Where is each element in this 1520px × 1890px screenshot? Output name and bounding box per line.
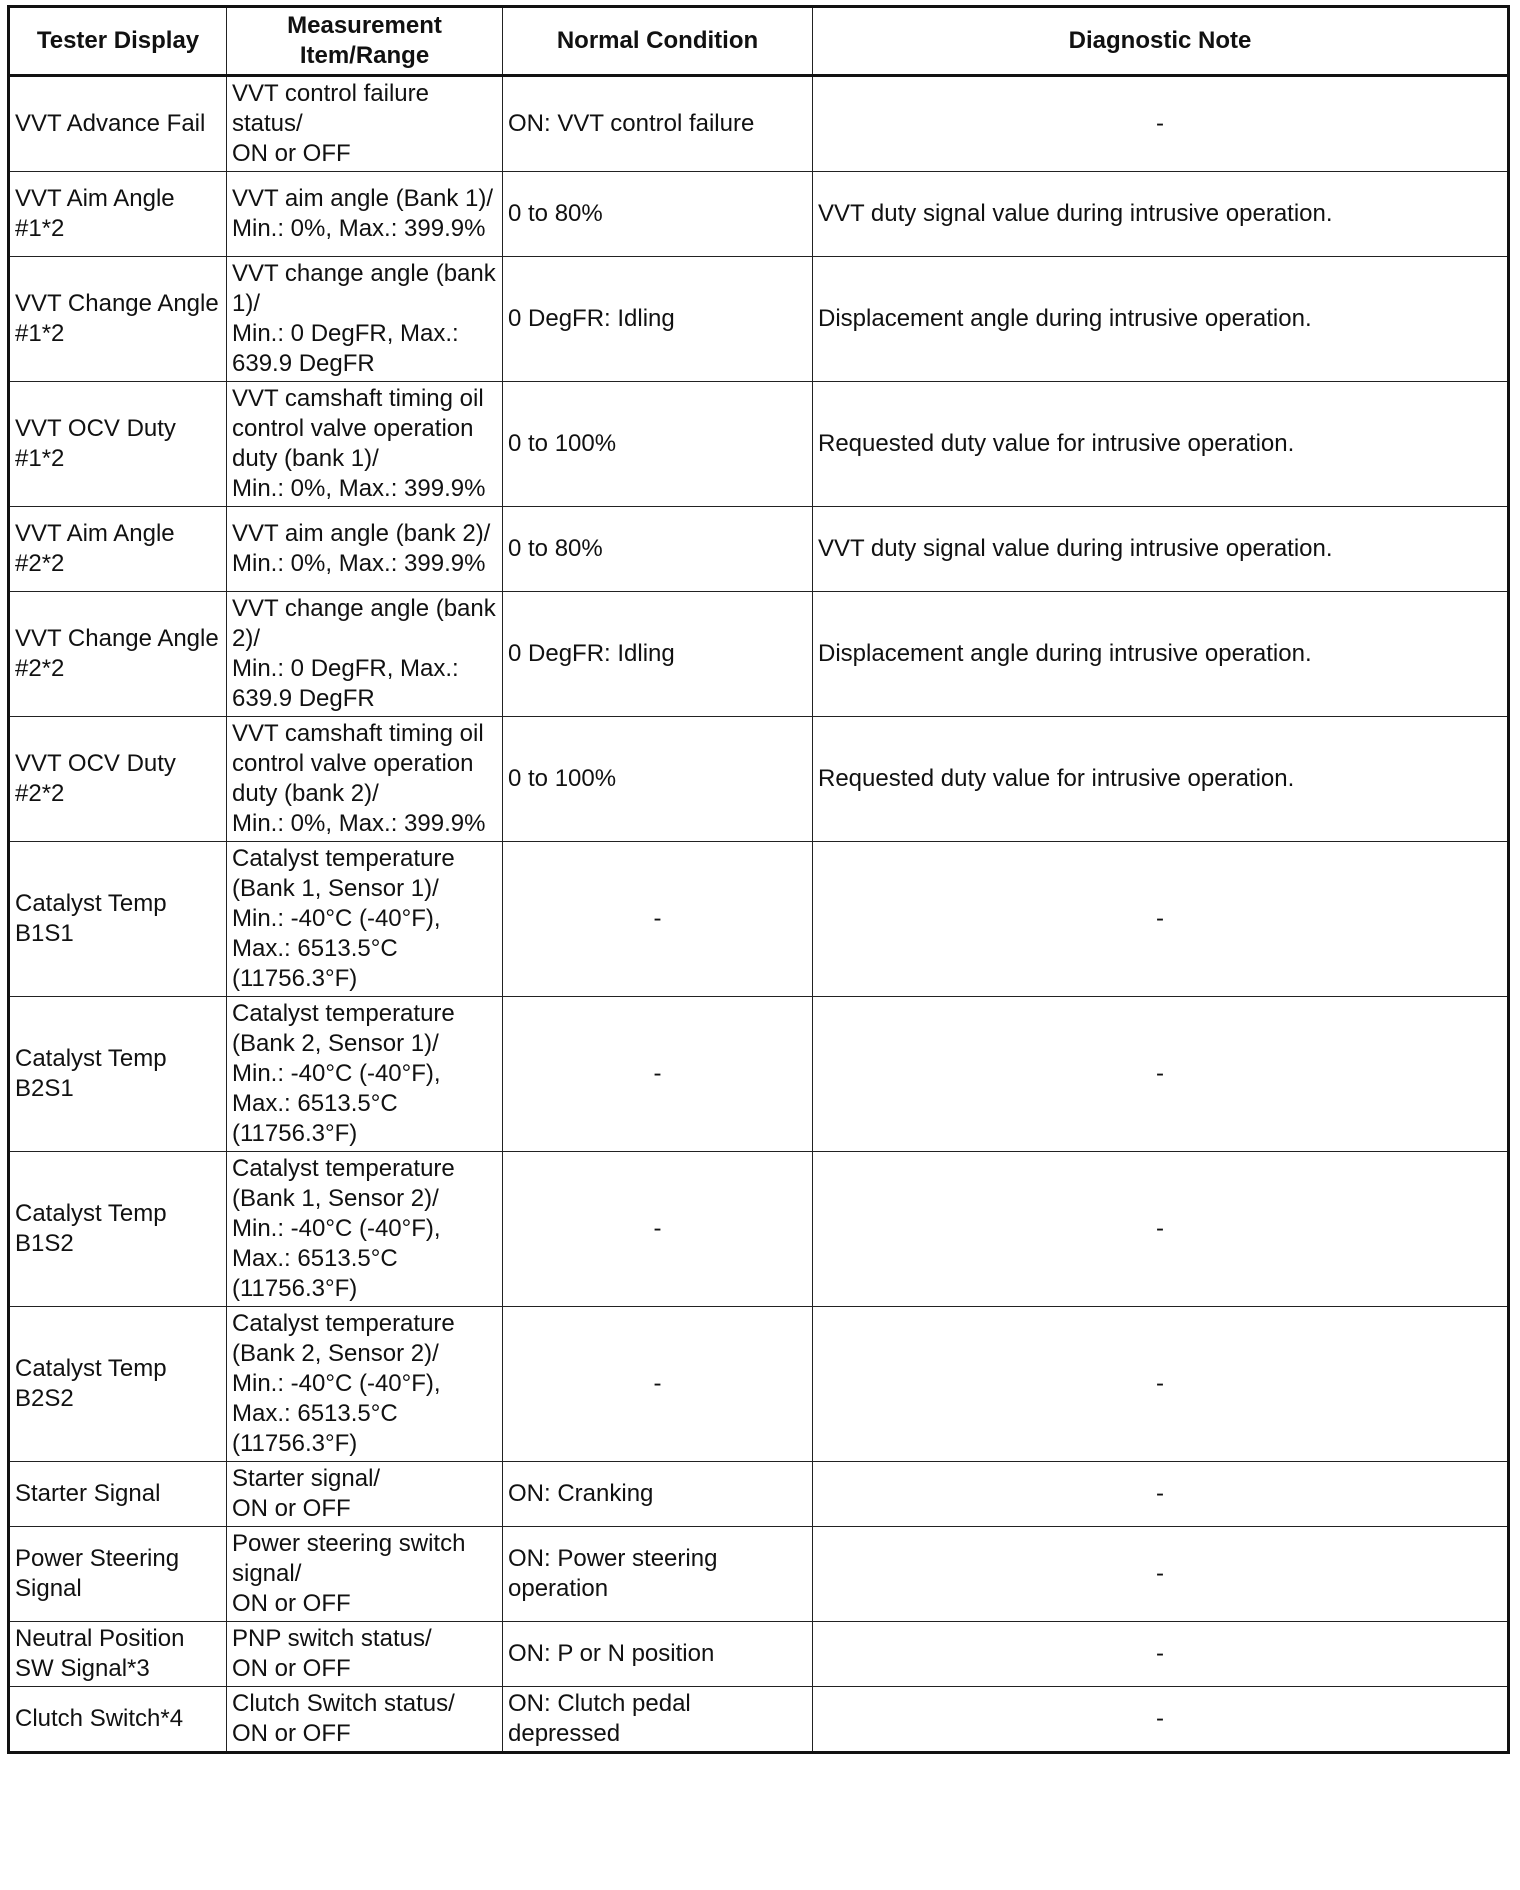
cell-diagnostic-note: - [813,1687,1509,1753]
cell-normal-condition: - [503,1307,813,1462]
cell-measurement-item-range: VVT control failure status/ ON or OFF [227,76,503,172]
cell-tester-display: Catalyst Temp B1S1 [9,842,227,997]
cell-diagnostic-note: - [813,1307,1509,1462]
cell-measurement-item-range: Clutch Switch status/ ON or OFF [227,1687,503,1753]
cell-tester-display: Clutch Switch*4 [9,1687,227,1753]
header-measurement-item-range: Measurement Item/Range [227,7,503,76]
cell-normal-condition: 0 to 80% [503,172,813,257]
cell-normal-condition: ON: Power steering operation [503,1527,813,1622]
cell-diagnostic-note: - [813,1152,1509,1307]
cell-measurement-item-range: VVT change angle (bank 1)/ Min.: 0 DegFR, Max.: 639.9 DegFR [227,257,503,382]
cell-diagnostic-note: Requested duty value for intrusive operation. [813,717,1509,842]
tester-data-table [7,5,1510,1754]
cell-normal-condition: ON: P or N position [503,1622,813,1687]
cell-diagnostic-note: - [813,1462,1509,1527]
header-normal-condition: Normal Condition [503,7,813,76]
cell-tester-display: Catalyst Temp B1S2 [9,1152,227,1307]
cell-measurement-item-range: Catalyst temperature (Bank 2, Sensor 1)/ Min.: -40°C (-40°F), Max.: 6513.5°C (11756.3°F) [227,997,503,1152]
cell-normal-condition: 0 DegFR: Idling [503,257,813,382]
table-row [9,717,1509,842]
table-row [9,1307,1509,1462]
table-row [9,842,1509,997]
table-row [9,382,1509,507]
cell-measurement-item-range: VVT aim angle (bank 2)/ Min.: 0%, Max.: 399.9% [227,507,503,592]
cell-diagnostic-note: VVT duty signal value during intrusive operation. [813,172,1509,257]
cell-normal-condition: ON: Cranking [503,1462,813,1527]
table-row [9,1462,1509,1527]
cell-normal-condition: - [503,842,813,997]
table-row [9,1687,1509,1753]
cell-normal-condition: - [503,997,813,1152]
cell-normal-condition: ON: Clutch pedal depressed [503,1687,813,1753]
cell-diagnostic-note: - [813,76,1509,172]
cell-normal-condition: - [503,1152,813,1307]
cell-tester-display: Catalyst Temp B2S1 [9,997,227,1152]
cell-diagnostic-note: Requested duty value for intrusive operation. [813,382,1509,507]
cell-diagnostic-note: Displacement angle during intrusive operation. [813,592,1509,717]
cell-tester-display: VVT Aim Angle #1*2 [9,172,227,257]
cell-tester-display: VVT Aim Angle #2*2 [9,507,227,592]
cell-measurement-item-range: VVT aim angle (Bank 1)/ Min.: 0%, Max.: 399.9% [227,172,503,257]
cell-tester-display: VVT Advance Fail [9,76,227,172]
cell-measurement-item-range: Starter signal/ ON or OFF [227,1462,503,1527]
table-row [9,507,1509,592]
cell-tester-display: Power Steering Signal [9,1527,227,1622]
cell-normal-condition: 0 to 100% [503,382,813,507]
cell-tester-display: VVT Change Angle #2*2 [9,592,227,717]
cell-tester-display: Neutral Position SW Signal*3 [9,1622,227,1687]
cell-measurement-item-range: Power steering switch signal/ ON or OFF [227,1527,503,1622]
table-header-row [9,7,1509,76]
table-row [9,997,1509,1152]
cell-measurement-item-range: Catalyst temperature (Bank 1, Sensor 2)/ Min.: -40°C (-40°F), Max.: 6513.5°C (11756.3°F) [227,1152,503,1307]
table-row [9,257,1509,382]
cell-diagnostic-note: - [813,997,1509,1152]
cell-diagnostic-note: VVT duty signal value during intrusive operation. [813,507,1509,592]
cell-measurement-item-range: VVT camshaft timing oil control valve operation duty (bank 1)/ Min.: 0%, Max.: 399.9% [227,382,503,507]
cell-measurement-item-range: PNP switch status/ ON or OFF [227,1622,503,1687]
cell-tester-display: VVT Change Angle #1*2 [9,257,227,382]
cell-diagnostic-note: - [813,1527,1509,1622]
table-row [9,1527,1509,1622]
cell-tester-display: Catalyst Temp B2S2 [9,1307,227,1462]
table-row [9,172,1509,257]
cell-normal-condition: ON: VVT control failure [503,76,813,172]
table-row [9,1622,1509,1687]
header-tester-display: Tester Display [9,7,227,76]
cell-diagnostic-note: - [813,1622,1509,1687]
cell-normal-condition: 0 to 80% [503,507,813,592]
cell-normal-condition: 0 DegFR: Idling [503,592,813,717]
table-row [9,76,1509,172]
cell-normal-condition: 0 to 100% [503,717,813,842]
table-row [9,592,1509,717]
cell-measurement-item-range: VVT camshaft timing oil control valve operation duty (bank 2)/ Min.: 0%, Max.: 399.9% [227,717,503,842]
cell-measurement-item-range: Catalyst temperature (Bank 1, Sensor 1)/ Min.: -40°C (-40°F), Max.: 6513.5°C (11756.3°F) [227,842,503,997]
cell-measurement-item-range: VVT change angle (bank 2)/ Min.: 0 DegFR, Max.: 639.9 DegFR [227,592,503,717]
cell-diagnostic-note: Displacement angle during intrusive operation. [813,257,1509,382]
table-row [9,1152,1509,1307]
cell-tester-display: Starter Signal [9,1462,227,1527]
cell-tester-display: VVT OCV Duty #2*2 [9,717,227,842]
cell-tester-display: VVT OCV Duty #1*2 [9,382,227,507]
header-diagnostic-note: Diagnostic Note [813,7,1509,76]
cell-measurement-item-range: Catalyst temperature (Bank 2, Sensor 2)/ Min.: -40°C (-40°F), Max.: 6513.5°C (11756.3°F) [227,1307,503,1462]
cell-diagnostic-note: - [813,842,1509,997]
data-list-sheet [7,5,1510,1754]
